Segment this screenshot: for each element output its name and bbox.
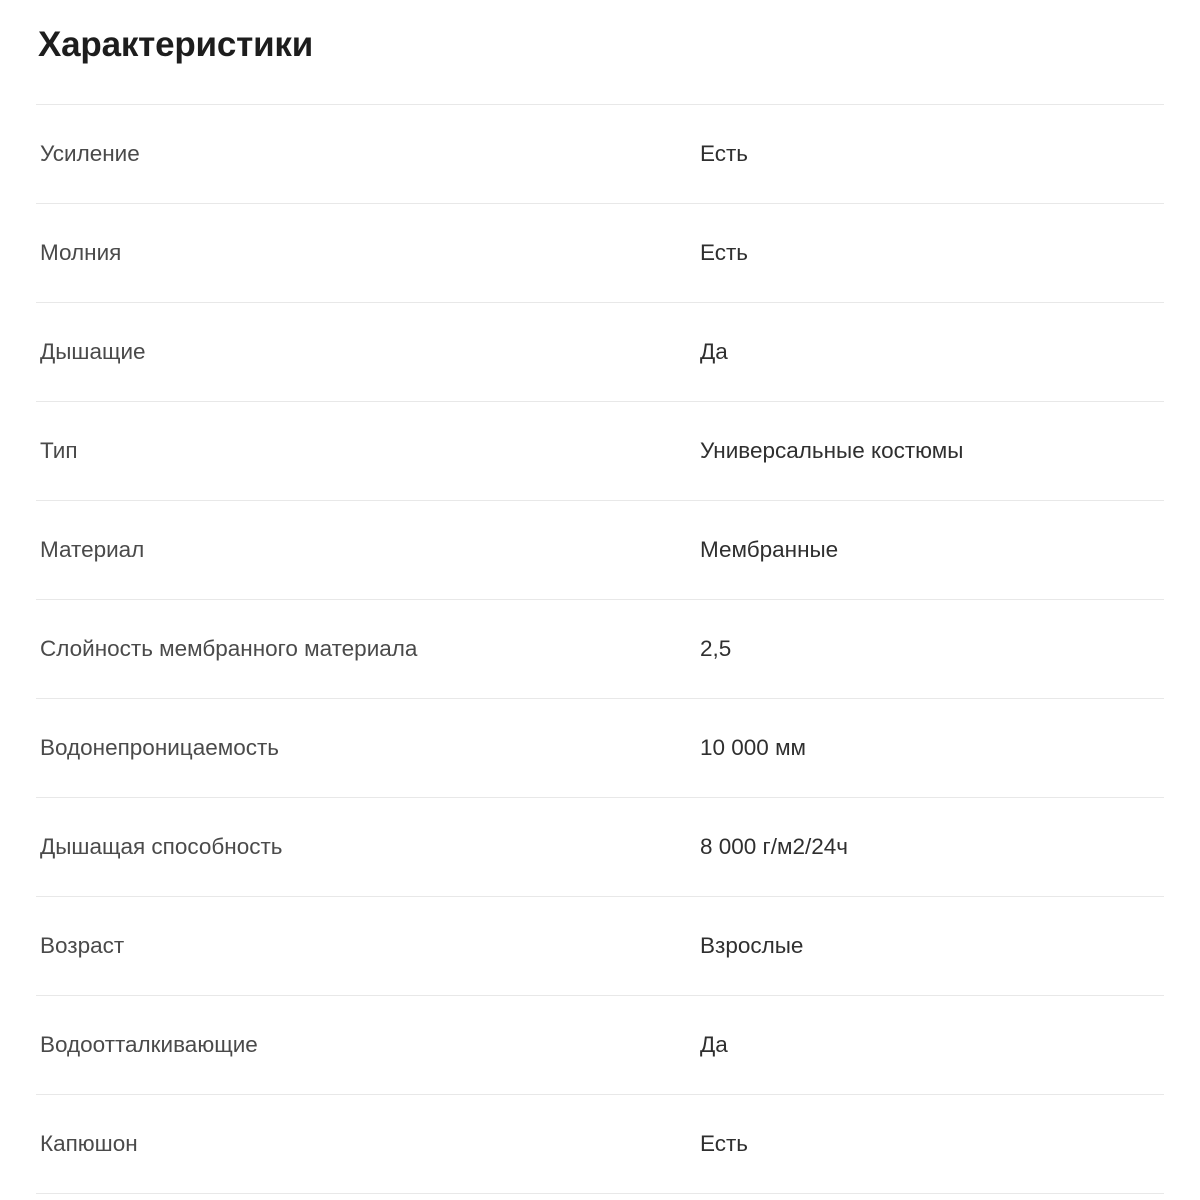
- table-row: [36, 996, 1164, 1095]
- table-row: [36, 897, 1164, 996]
- table-row: [36, 501, 1164, 600]
- spec-value: Взрослые: [700, 933, 804, 959]
- specifications-table-body: [36, 105, 1164, 1194]
- spec-name: Дышащие: [40, 339, 146, 365]
- spec-value: 2,5: [700, 636, 732, 662]
- page-title: Характеристики: [38, 25, 314, 64]
- spec-value: Есть: [700, 141, 749, 167]
- spec-name: Дышащая способность: [40, 834, 283, 860]
- spec-value: Да: [700, 339, 728, 365]
- table-row: [36, 699, 1164, 798]
- table-row: [36, 105, 1164, 204]
- spec-value: Мембранные: [700, 537, 839, 563]
- spec-name: Капюшон: [40, 1131, 138, 1157]
- spec-name: Материал: [40, 537, 145, 563]
- spec-name: Молния: [40, 240, 122, 266]
- table-row: [36, 303, 1164, 402]
- spec-name: Водонепроницаемость: [40, 735, 279, 761]
- table-row: [36, 600, 1164, 699]
- table-row: [36, 1095, 1164, 1194]
- spec-value: 10 000 мм: [700, 735, 807, 761]
- spec-value: 8 000 г/м2/24ч: [700, 834, 848, 860]
- spec-value: Есть: [700, 1131, 749, 1157]
- spec-name: Слойность мембранного материала: [40, 636, 418, 662]
- table-row: [36, 402, 1164, 501]
- table-row: [36, 798, 1164, 897]
- table-row: [36, 204, 1164, 303]
- spec-name: Тип: [40, 438, 78, 464]
- spec-value: Да: [700, 1032, 728, 1058]
- specifications-table: [36, 104, 1164, 1194]
- spec-value: Есть: [700, 240, 749, 266]
- spec-name: Водоотталкивающие: [40, 1032, 258, 1058]
- spec-name: Возраст: [40, 933, 125, 959]
- spec-name: Усиление: [40, 141, 140, 167]
- spec-value: Универсальные костюмы: [700, 438, 964, 464]
